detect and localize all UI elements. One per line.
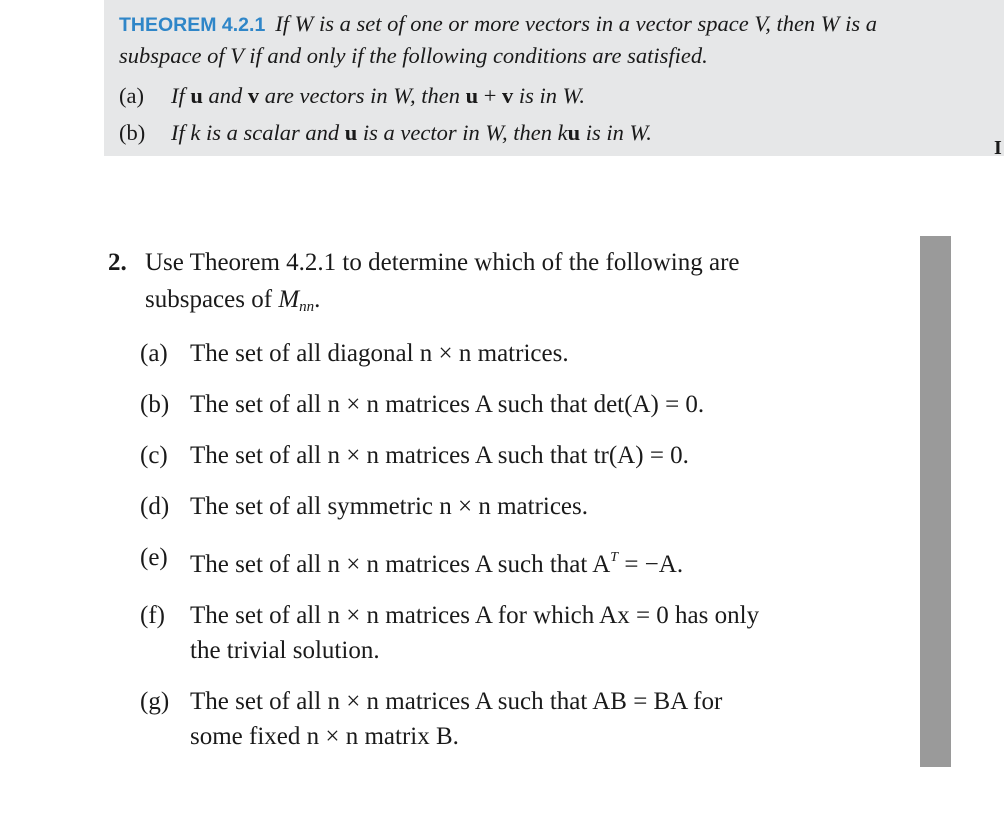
exercise-item-a	[108, 336, 898, 371]
item-text: The set of all diagonal n × n matrices.	[190, 340, 569, 367]
item-text: The set of all n × n matrices A such that tr(A) = 0.	[190, 442, 689, 469]
exercise-item-c	[108, 438, 898, 473]
theorem-intro-line-1	[119, 8, 1004, 41]
exercise-item-d	[108, 489, 898, 524]
exercise-item-b	[108, 387, 898, 422]
theorem-condition-a: (a) If u and v are vectors in W, then u + v is in W.	[119, 77, 1004, 114]
exercise-item-g	[108, 684, 898, 754]
item-text: The set of all n × n matrices A such that A	[190, 551, 611, 578]
exercise-item-f	[108, 598, 898, 668]
transpose-superscript: T	[610, 550, 619, 565]
condition-label: (b)	[119, 120, 146, 145]
exercise-item-e: (e) The set of all n × n matrices A such that $A^T = -A$.	[108, 540, 898, 582]
theorem-intro-1: If W is a set of one or more vectors in a vector space V, then W is a	[275, 11, 878, 36]
exercise-2	[108, 244, 898, 754]
item-text: The set of all symmetric n × n matrices.	[190, 493, 589, 520]
item-label: (f)	[140, 602, 165, 629]
item-text: The set of all n × n matrices A such that AB = BA for	[190, 688, 723, 715]
item-text-cont: the trivial solution.	[190, 637, 380, 664]
item-text: The set of all n × n matrices A such that det(A) = 0.	[190, 391, 705, 418]
stray-mark: I	[994, 137, 1002, 159]
theorem-label: THEOREM 4.2.1	[119, 14, 266, 36]
item-label: (b)	[140, 391, 170, 418]
condition-label: (a)	[119, 83, 144, 108]
theorem-box	[104, 0, 1004, 159]
item-text: The set of all n × n matrices A for which Ax = 0 has only	[190, 602, 760, 629]
item-text-cont: some fixed n × n matrix B.	[190, 723, 459, 750]
exercise-number: 2.	[108, 249, 127, 276]
theorem-condition-b: (b) If k is a scalar and u is a vector in W, then ku is in W.	[119, 114, 1004, 151]
item-label: (c)	[140, 442, 168, 469]
item-label: (d)	[140, 493, 170, 520]
exercise-prompt-line-2: subspaces of $M_{nn}$.	[145, 286, 321, 315]
exercise-prompt-line-1: 2. Use Theorem 4.2.1 to determine which of the following are	[108, 244, 898, 281]
theorem-intro-2: subspace of V if and only if the following conditions are satisfied.	[119, 43, 708, 68]
item-label: (g)	[140, 688, 170, 715]
item-label: (e)	[140, 544, 168, 571]
scrollbar[interactable]	[920, 236, 951, 767]
item-label: (a)	[140, 340, 168, 367]
